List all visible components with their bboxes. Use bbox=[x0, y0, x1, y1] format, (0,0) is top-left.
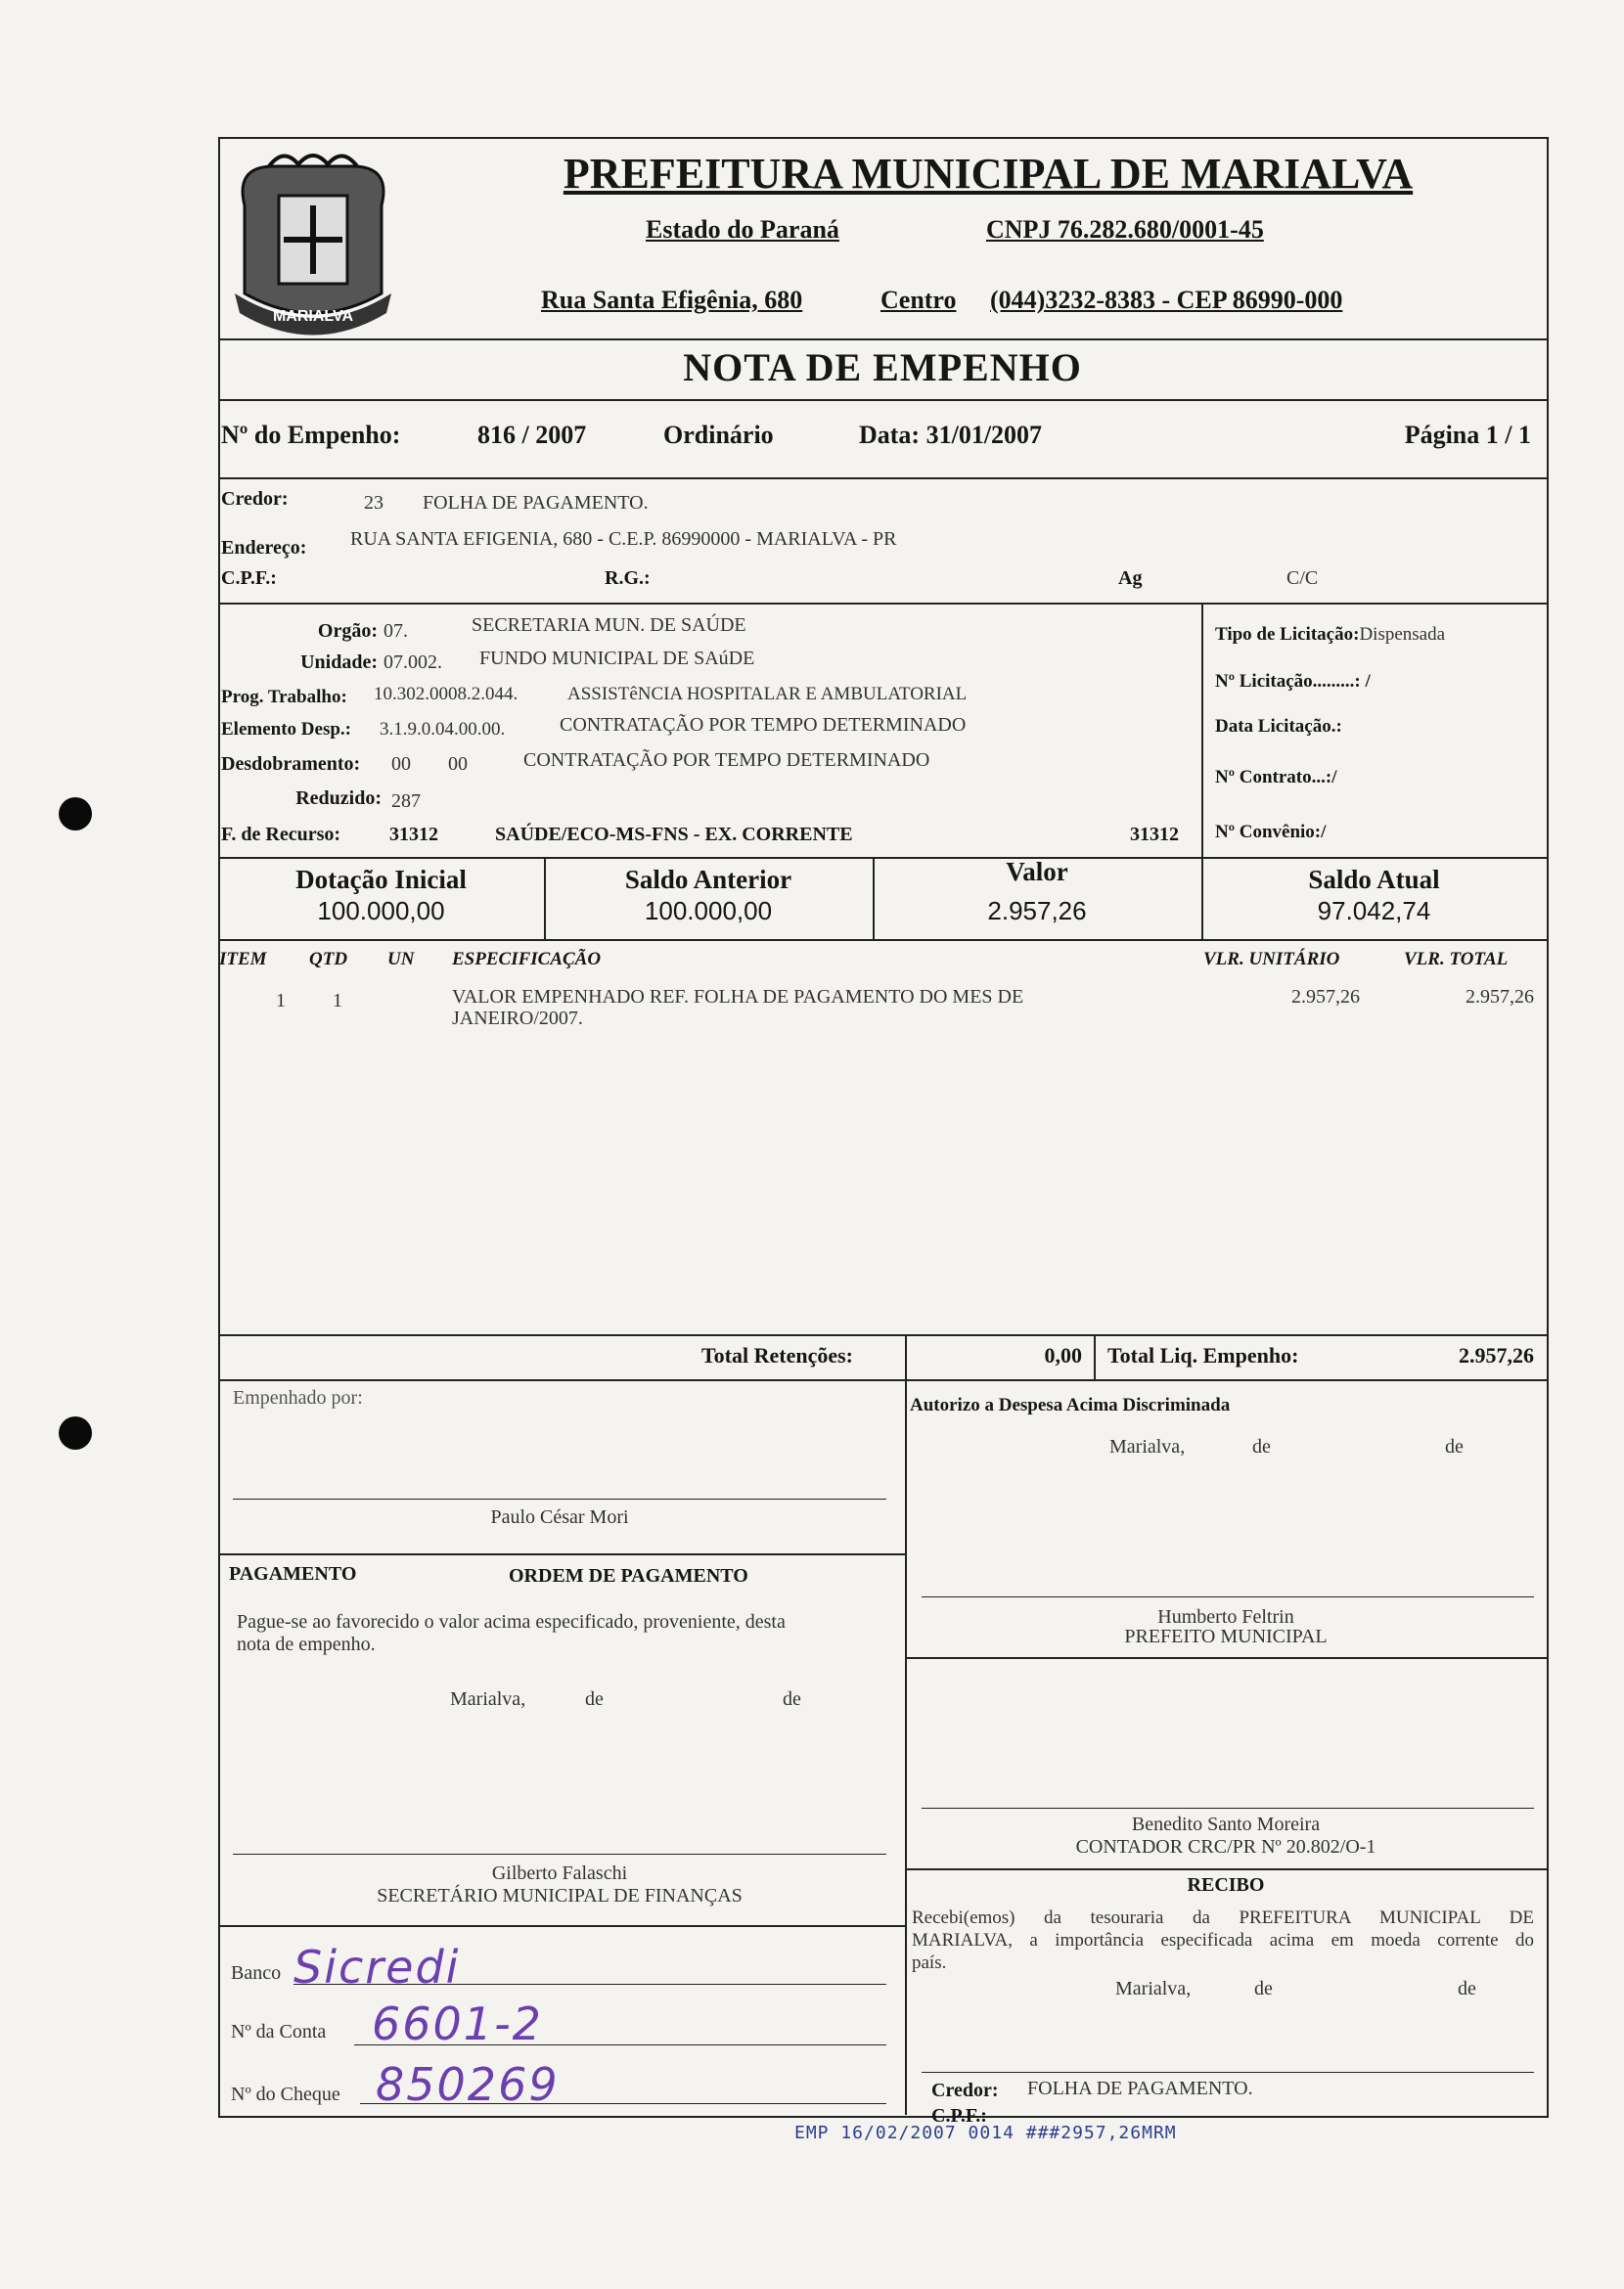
liquido-value: 2.957,26 bbox=[1459, 1343, 1534, 1368]
tipo-licitacao bbox=[1215, 624, 1445, 646]
divider-totais-1 bbox=[905, 1334, 907, 1379]
signature-line-prefeito bbox=[922, 1596, 1534, 1597]
divider-header bbox=[218, 338, 1547, 340]
empenho-date: Data: 31/01/2007 bbox=[859, 421, 1043, 449]
punch-hole-top bbox=[59, 797, 92, 830]
pagamento-de-1: de bbox=[585, 1688, 604, 1710]
banco-handwritten: Sicredi bbox=[293, 1941, 461, 1994]
org-name: PREFEITURA MUNICIPAL DE MARIALVA bbox=[563, 150, 1414, 198]
row-vlr-total: 2.957,26 bbox=[1466, 986, 1534, 1008]
signature-line-contador bbox=[922, 1808, 1534, 1809]
saldo-atual-value: 97.042,74 bbox=[1317, 896, 1431, 925]
recurso-desc: SAÚDE/ECO-MS-FNS - EX. CORRENTE bbox=[495, 824, 853, 845]
desdobramento-label: Desdobramento: bbox=[221, 753, 361, 775]
tipo-licitacao-label: Tipo de Licitação: bbox=[1215, 624, 1360, 645]
pagamento-local: Marialva, bbox=[450, 1688, 526, 1710]
prefeito-cargo: PREFEITO MUNICIPAL bbox=[1124, 1626, 1328, 1647]
desdobramento-code-2: 00 bbox=[448, 753, 468, 775]
phone-cep: (044)3232-8383 - CEP 86990-000 bbox=[990, 286, 1343, 314]
prefeito-nome: Humberto Feltrin bbox=[1157, 1606, 1294, 1628]
desdobramento-desc: CONTRATAÇÃO POR TEMPO DETERMINADO bbox=[523, 749, 930, 771]
banco-label: Banco bbox=[231, 1962, 282, 1984]
liquido-label: Total Liq. Empenho: bbox=[1107, 1343, 1299, 1368]
elemento-label: Elemento Desp.: bbox=[221, 719, 351, 740]
divider-contador bbox=[905, 1657, 1547, 1659]
header-especificacao: ESPECIFICAÇÃO bbox=[452, 949, 602, 969]
recibo-de-1: de bbox=[1254, 1978, 1273, 1999]
signature-line-recibo bbox=[922, 2072, 1534, 2073]
banco-line bbox=[293, 1984, 886, 1985]
divider-pagamento bbox=[218, 1553, 905, 1555]
row-vlr-unitario: 2.957,26 bbox=[1291, 986, 1360, 1008]
divider-title bbox=[218, 399, 1547, 401]
pagamento-label: PAGAMENTO bbox=[229, 1563, 357, 1585]
credor-code: 23 bbox=[364, 492, 383, 514]
valor-value: 2.957,26 bbox=[987, 896, 1087, 925]
recibo-credor-label: Credor: bbox=[931, 2080, 999, 2101]
crest-ribbon-text: MARIALVA bbox=[272, 308, 354, 325]
conta-handwritten: 6601-2 bbox=[372, 1997, 543, 2050]
valor-label: Valor bbox=[1006, 857, 1068, 886]
cheque-label: Nº do Cheque bbox=[231, 2084, 340, 2105]
recurso-label: F. de Recurso: bbox=[221, 824, 341, 845]
secretario-nome: Gilberto Falaschi bbox=[491, 1863, 628, 1884]
pagamento-texto-2: nota de empenho. bbox=[237, 1634, 376, 1655]
saldo-anterior-value: 100.000,00 bbox=[644, 896, 773, 925]
numero-licitacao: Nº Licitação.........: / bbox=[1215, 671, 1371, 692]
pagamento-texto-1: Pague-se ao favorecido o valor acima especificado, proveniente, desta bbox=[237, 1611, 786, 1633]
recurso-code: 31312 bbox=[389, 824, 438, 845]
header-un: UN bbox=[387, 949, 415, 969]
cheque-handwritten: 850269 bbox=[376, 2058, 560, 2111]
divider-recibo bbox=[905, 1868, 1547, 1870]
header-vlr-total: VLR. TOTAL bbox=[1404, 949, 1509, 969]
autorizo-de-1: de bbox=[1252, 1436, 1271, 1458]
dotacao-value: 100.000,00 bbox=[317, 896, 445, 925]
endereco: RUA SANTA EFIGENIA, 680 - C.E.P. 86990000 - MARIALVA - PR bbox=[350, 528, 897, 550]
secretario-cargo: SECRETÁRIO MUNICIPAL DE FINANÇAS bbox=[377, 1885, 743, 1907]
signature-line-empenhado bbox=[233, 1499, 886, 1500]
numero-convenio: Nº Convênio:/ bbox=[1215, 822, 1327, 842]
retencoes-value: 0,00 bbox=[1044, 1343, 1082, 1368]
elemento-code: 3.1.9.0.04.00.00. bbox=[380, 719, 506, 740]
prog-trabalho-label: Prog. Trabalho: bbox=[221, 687, 347, 707]
recibo-de-2: de bbox=[1458, 1978, 1476, 1999]
recibo-cpf-label: C.P.F.: bbox=[931, 2105, 987, 2127]
divider-licitacao bbox=[1201, 603, 1203, 859]
dotacao-label: Dotação Inicial bbox=[295, 865, 467, 894]
empenhado-nome: Paulo César Mori bbox=[490, 1506, 629, 1528]
autorizo-text: Autorizo a Despesa Acima Discriminada bbox=[910, 1395, 1231, 1415]
header-qtd: QTD bbox=[309, 949, 348, 969]
empenho-number-label: Nº do Empenho: bbox=[221, 421, 401, 449]
empenho-type: Ordinário bbox=[663, 421, 774, 449]
autorizo-de-2: de bbox=[1445, 1436, 1464, 1458]
numero-contrato: Nº Contrato...:/ bbox=[1215, 767, 1337, 787]
recibo-local: Marialva, bbox=[1115, 1978, 1192, 1999]
ag-label: Ag bbox=[1118, 567, 1143, 589]
recurso-code-2: 31312 bbox=[1130, 824, 1179, 845]
rg-label: R.G.: bbox=[605, 567, 651, 589]
row-qtd: 1 bbox=[333, 990, 342, 1011]
divider-credor bbox=[218, 603, 1547, 605]
cheque-line bbox=[360, 2103, 886, 2104]
cpf-label: C.P.F.: bbox=[221, 567, 277, 589]
recibo-line-1: Recebi(emos) da tesouraria da PREFEITURA MUNICIPAL DE bbox=[912, 1908, 1534, 1928]
credor-label: Credor: bbox=[221, 488, 289, 510]
unidade-code: 07.002. bbox=[383, 651, 442, 673]
header-vlr-unitario: VLR. UNITÁRIO bbox=[1203, 949, 1340, 969]
orgao-label: Orgão: bbox=[317, 620, 378, 642]
divider-totais-bottom bbox=[218, 1379, 1547, 1381]
data-licitacao: Data Licitação.: bbox=[1215, 716, 1342, 737]
state-name: Estado do Paraná bbox=[646, 215, 839, 244]
crest-logo bbox=[225, 147, 401, 342]
conta-line bbox=[354, 2044, 886, 2045]
pagamento-de-2: de bbox=[783, 1688, 801, 1710]
prog-trabalho-code: 10.302.0008.2.044. bbox=[374, 684, 519, 704]
divider-empenho bbox=[218, 477, 1547, 479]
elemento-desc: CONTRATAÇÃO POR TEMPO DETERMINADO bbox=[560, 714, 967, 736]
signature-line-secretario bbox=[233, 1854, 886, 1855]
authentication-stamp: EMP 16/02/2007 0014 ###2957,26MRM bbox=[794, 2123, 1177, 2143]
autorizo-local: Marialva, bbox=[1109, 1436, 1186, 1458]
contador-nome: Benedito Santo Moreira bbox=[1131, 1814, 1321, 1835]
endereco-label: Endereço: bbox=[221, 537, 307, 559]
recibo-line-2: MARIALVA, a importância especificada acima em moeda corrente do bbox=[912, 1930, 1534, 1951]
district: Centro bbox=[880, 286, 957, 314]
reduzido-label: Reduzido: bbox=[295, 787, 382, 809]
recibo-line-3: país. bbox=[912, 1952, 947, 1973]
divider-banco bbox=[218, 1925, 905, 1927]
empenho-number: 816 / 2007 bbox=[477, 421, 587, 449]
document-title: NOTA DE EMPENHO bbox=[683, 345, 1082, 389]
header-item: ITEM bbox=[219, 949, 267, 969]
unidade-desc: FUNDO MUNICIPAL DE SAúDE bbox=[479, 648, 755, 669]
divider-valores-bottom bbox=[218, 939, 1547, 941]
divider-totais-2 bbox=[1094, 1334, 1096, 1379]
row-especificacao-line1: VALOR EMPENHADO REF. FOLHA DE PAGAMENTO DO MES DE bbox=[452, 986, 1024, 1008]
empenhado-label: Empenhado por: bbox=[233, 1387, 363, 1409]
credor-name: FOLHA DE PAGAMENTO. bbox=[423, 492, 649, 514]
row-especificacao-line2: JANEIRO/2007. bbox=[452, 1008, 583, 1029]
cnpj: CNPJ 76.282.680/0001-45 bbox=[986, 215, 1264, 244]
cc-label: C/C bbox=[1286, 567, 1319, 589]
orgao-desc: SECRETARIA MUN. DE SAÚDE bbox=[472, 614, 746, 636]
orgao-code: 07. bbox=[383, 620, 408, 642]
divider-totais-top bbox=[218, 1334, 1547, 1336]
unidade-label: Unidade: bbox=[300, 651, 378, 673]
reduzido-value: 287 bbox=[391, 790, 421, 812]
prog-trabalho-desc: ASSISTêNCIA HOSPITALAR E AMBULATORIAL bbox=[567, 684, 968, 704]
saldo-anterior-label: Saldo Anterior bbox=[624, 865, 792, 894]
tipo-licitacao-value: Dispensada bbox=[1359, 624, 1446, 645]
address: Rua Santa Efigênia, 680 bbox=[541, 286, 803, 314]
ordem-pagamento: ORDEM DE PAGAMENTO bbox=[509, 1565, 748, 1587]
saldo-atual-label: Saldo Atual bbox=[1308, 865, 1440, 894]
desdobramento-code-1: 00 bbox=[391, 753, 411, 775]
contador-cargo: CONTADOR CRC/PR Nº 20.802/O-1 bbox=[1075, 1836, 1376, 1858]
recibo-title: RECIBO bbox=[1187, 1874, 1265, 1896]
conta-label: Nº da Conta bbox=[231, 2021, 327, 2042]
punch-hole-bottom bbox=[59, 1416, 92, 1450]
recibo-credor-name: FOLHA DE PAGAMENTO. bbox=[1027, 2078, 1253, 2099]
page-indicator: Página 1 / 1 bbox=[1404, 421, 1531, 449]
retencoes-label: Total Retenções: bbox=[701, 1343, 853, 1368]
row-item: 1 bbox=[276, 990, 286, 1011]
divider-lower bbox=[905, 1379, 907, 2115]
